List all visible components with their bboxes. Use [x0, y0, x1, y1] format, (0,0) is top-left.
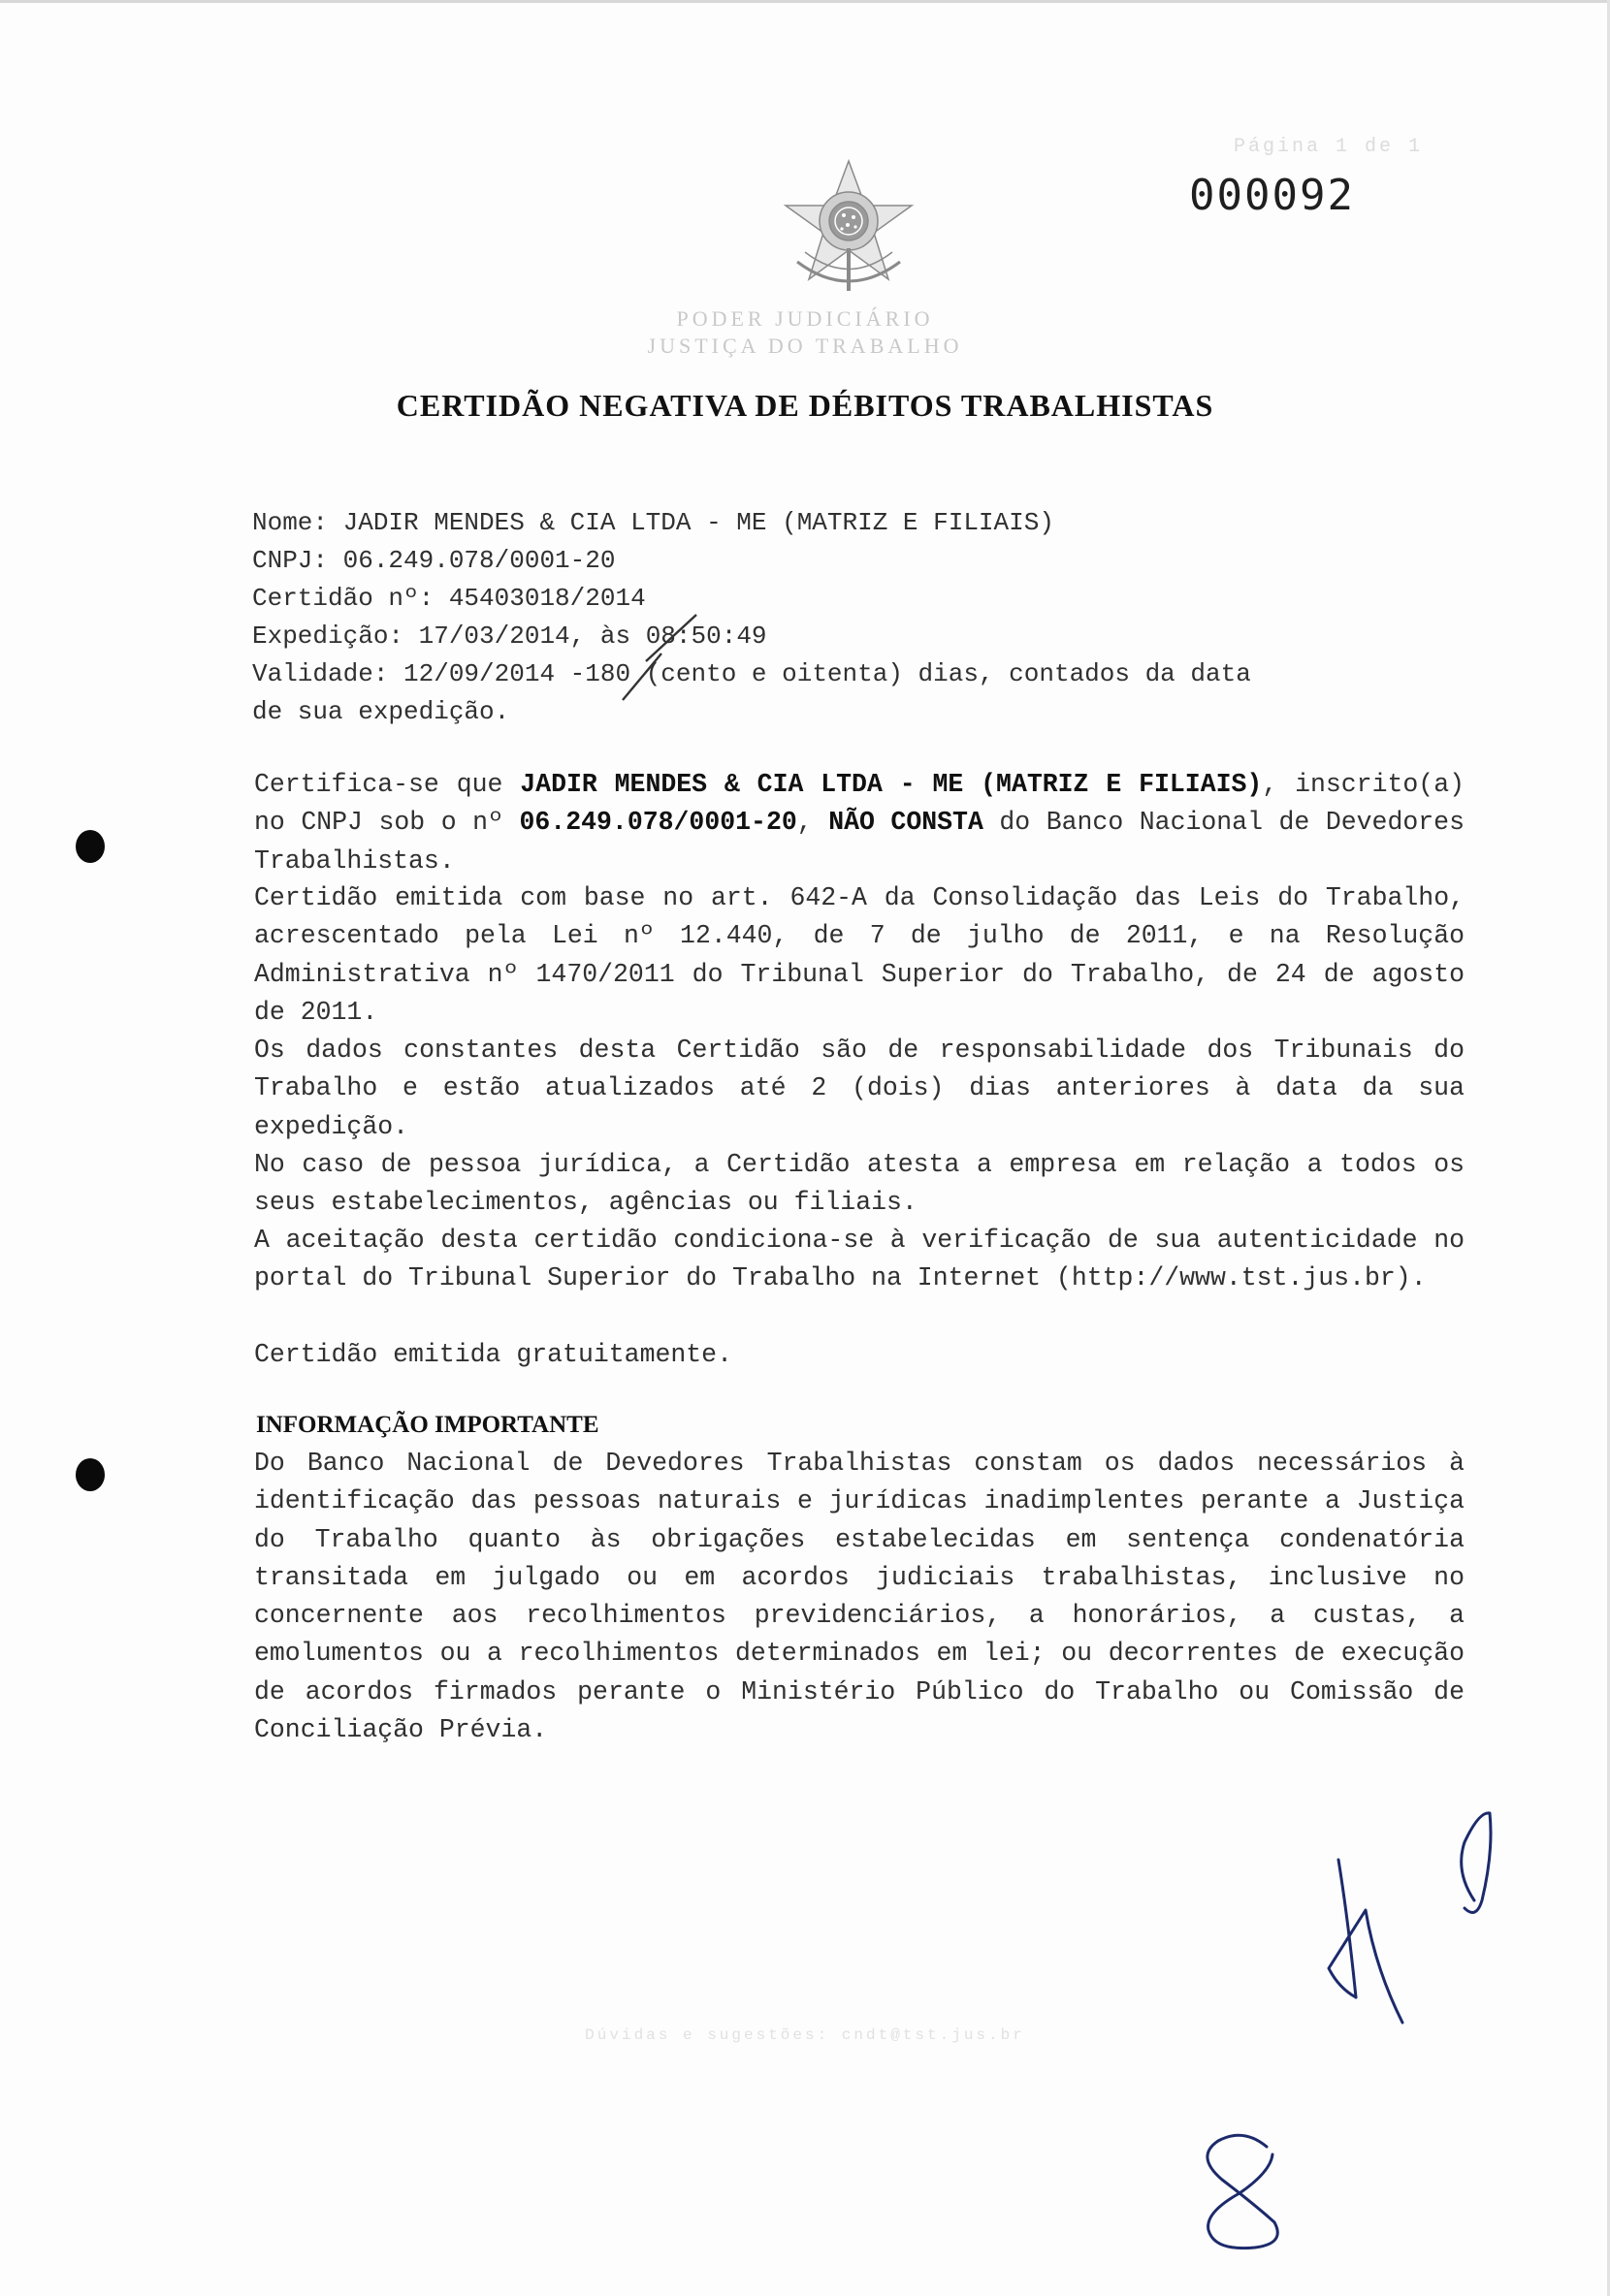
certifica-company-name: JADIR MENDES & CIA LTDA - ME (MATRIZ E FILIAIS)	[520, 770, 1263, 799]
field-validade-line2: de sua expedição.	[252, 697, 510, 726]
certifica-text-3: ,	[796, 808, 829, 838]
certifica-cnpj: 06.249.078/0001-20	[519, 808, 797, 838]
agency-line-1: PODER JUDICIÁRIO	[676, 306, 934, 331]
certifica-text-4: do Banco Nacional de Devedores Trabalhistas.	[254, 808, 1465, 876]
punch-hole	[76, 830, 105, 863]
handwritten-initials-signature	[1309, 1803, 1542, 2026]
punch-hole	[76, 1458, 105, 1491]
field-nome: Nome: JADIR MENDES & CIA LTDA - ME (MATRIZ E FILIAIS)	[252, 508, 1054, 537]
certifica-status: NÃO CONSTA	[828, 808, 983, 838]
validade-rest: 180 (cento e oitenta) dias, contados da data	[585, 659, 1251, 688]
field-validade	[252, 659, 1251, 688]
info-paragraph: Do Banco Nacional de Devedores Trabalhistas constam os dados necessários à identificação das pessoas naturais e jurídicas inadimplentes perante a Justiça do Trabalho quanto às obrigações estabelecidas em sentença condenatória transitada em julgado ou em acordos judiciais trabalhistas, inclusive no concernente aos recolhimentos previdenciários, a honorários, a custas, a emolumentos ou a recolhimentos determinados em lei; ou decorrentes de execução de acordos firmados perante o Ministério Público do Trabalho ou Comissão de Conciliação Prévia.	[254, 1449, 1465, 1745]
scan-edge-top	[0, 0, 1610, 3]
document-title: CERTIDÃO NEGATIVA DE DÉBITOS TRABALHISTAS	[396, 388, 1214, 423]
field-cnpj: CNPJ: 06.249.078/0001-20	[252, 546, 616, 575]
strike-mark-icon	[619, 648, 667, 706]
expedicao-time: 08:50:49	[645, 622, 767, 651]
validade-dash: -	[569, 659, 586, 688]
agency-line-2: JUSTIÇA DO TRABALHO	[647, 334, 963, 358]
certifica-text-1: Certifica-se que	[254, 770, 521, 799]
info-heading: INFORMAÇÃO IMPORTANTE	[256, 1412, 599, 1438]
certifica-paragraph	[254, 766, 1465, 880]
coat-of-arms-icon	[776, 155, 921, 301]
handwritten-page-mark	[1185, 2129, 1311, 2255]
expedicao-at: às	[599, 622, 631, 651]
page-number-stamp: 000092	[1189, 171, 1355, 220]
field-certidao: Certidão nº: 45403018/2014	[252, 584, 646, 613]
validade-date: Validade: 12/09/2014	[252, 659, 556, 688]
authenticity-paragraph: A aceitação desta certidão condiciona-se à verificação de sua autenticidade no portal do Tribunal Superior do Trabalho na Internet (http://www.tst.jus.br).	[254, 1226, 1465, 1293]
faint-pagination: Página 1 de 1	[1234, 136, 1424, 158]
free-issue-paragraph: Certidão emitida gratuitamente.	[254, 1340, 732, 1369]
legal-entity-paragraph: No caso de pessoa jurídica, a Certidão atesta a empresa em relação a todos os seus estabelecimentos, agências ou filiais.	[254, 1150, 1465, 1218]
expedicao-date: Expedição: 17/03/2014,	[252, 622, 586, 651]
legal-basis-paragraph: Certidão emitida com base no art. 642-A da Consolidação das Leis do Trabalho, acrescentado pela Lei nº 12.440, de 7 de julho de 2011, e na Resolução Administrativa nº 1470/2011 do Tribunal Superior do Trabalho, de 24 de agosto de 2011.	[254, 883, 1465, 1027]
footer-contact: Dúvidas e sugestões: cndt@tst.jus.br	[585, 2026, 1025, 2044]
responsibility-paragraph: Os dados constantes desta Certidão são de responsabilidade dos Tribunais do Trabalho e estão atualizados até 2 (dois) dias anteriores à data da sua expedição.	[254, 1036, 1465, 1141]
certifica-text-2: , inscrito(a) no CNPJ sob o nº	[254, 770, 1465, 838]
